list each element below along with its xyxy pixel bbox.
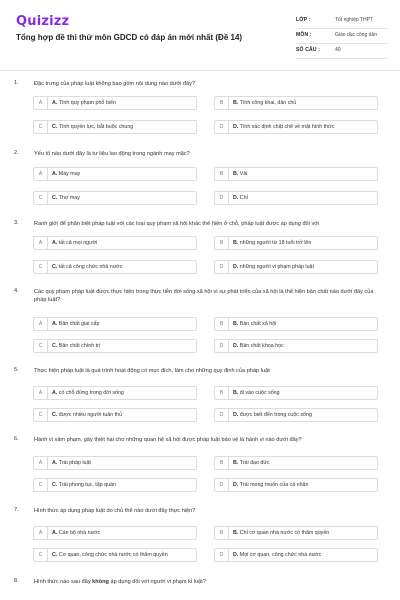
option-b[interactable] [214,96,378,110]
option-b[interactable] [214,317,378,331]
option-text: B. Vải [233,171,248,177]
option-letter: C [34,549,48,561]
option-text: A. Tính quy phạm phổ biến [52,100,116,106]
meta-key: MÔN : [296,32,312,38]
option-b[interactable] [214,386,378,400]
option-letter: C [34,409,48,421]
option-letter: B [215,318,229,330]
option-b[interactable] [214,526,378,540]
option-text: B. Bản chất xã hội [233,321,277,327]
page-title: Tổng hợp đề thi thử môn GDCD có đáp án mới nhất (Đề 14) [16,33,243,42]
option-letter: B [215,387,229,399]
option-c[interactable] [33,548,197,562]
option-b[interactable] [214,456,378,470]
question-text: Đặc trưng của pháp luật không bao gồm nội dung nào dưới đây? [34,81,196,87]
option-text: D. Bản chất khoa học [233,343,284,349]
option-letter: C [34,340,48,352]
option-letter: A [34,168,48,180]
option-c[interactable] [33,260,197,274]
option-letter: C [34,192,48,204]
question-number: 6. [14,436,19,442]
option-c[interactable] [33,339,197,353]
question-number: 5. [14,367,19,373]
option-text: D. Trái mong muốn của cá nhân [233,482,309,488]
option-text: D. Chỉ [233,195,248,201]
option-letter: A [34,527,48,539]
option-letter: D [215,479,229,491]
quizizz-logo: Quizizz [16,14,70,29]
option-d[interactable] [214,260,378,274]
option-letter: A [34,237,48,249]
option-text: B. Trái đạo đức [233,460,270,466]
question-text: Các quy phạm pháp luật được thực hiện trong thực tiễn đời sống xã hội vì sự phát triển của xã hội là thể hiện bản chất nào dưới đây của pháp luật? [34,289,374,303]
option-text: C. Bản chất chính trị [52,343,101,349]
option-a[interactable] [33,317,197,331]
option-text: D. Mọi cơ quan, công chức nhà nước [233,552,322,558]
option-a[interactable] [33,386,197,400]
question-text: Yếu tố nào dưới đây là tư liệu lao động trong ngành may mặc? [34,151,190,157]
question-text: Hành vi xâm phạm, gây thiệt hại cho những quan hệ xã hội được pháp luật bảo vệ là hành vi nào dưới đây? [34,437,302,443]
option-letter: A [34,457,48,469]
meta-row-count [296,44,388,59]
option-d[interactable] [214,191,378,205]
option-text: A. Trái pháp luật [52,460,91,466]
meta-table [296,14,388,59]
option-letter: B [215,527,229,539]
question-text: Hình thức nào sau đây không áp dụng đối với người vi phạm kỉ luật? [34,579,206,585]
question-number: 2. [14,150,19,156]
option-letter: A [34,387,48,399]
option-text: B. Tính công khai, dân chủ [233,100,297,106]
option-letter: B [215,168,229,180]
option-letter: D [215,409,229,421]
question-number: 1. [14,80,19,86]
meta-value: Tốt nghiệp THPT [335,17,373,23]
option-b[interactable] [214,167,378,181]
document-header [0,0,400,68]
option-a[interactable] [33,456,197,470]
option-letter: B [215,457,229,469]
option-text: B. Chỉ cơ quan nhà nước có thẩm quyền [233,530,330,536]
option-text: A. Cán bộ nhà nước [52,530,101,536]
header-divider [0,70,400,71]
meta-key: SỐ CÂU : [296,47,321,53]
option-letter: B [215,237,229,249]
question-number: 7. [14,507,19,513]
option-letter: D [215,121,229,133]
option-text: C. được nhiều người tuân thủ [52,412,123,418]
option-text: A. tất cả mọi người [52,240,98,246]
option-text: D. được biết đến trong cuộc sống [233,412,312,418]
option-text: C. Thợ may [52,195,80,201]
option-letter: C [34,261,48,273]
option-letter: B [215,97,229,109]
option-c[interactable] [33,408,197,422]
option-text: A. Bản chất giai cấp [52,321,100,327]
option-a[interactable] [33,167,197,181]
question-text: Ranh giới để phân biệt pháp luật với các loại quy phạm xã hội khác thể hiện ở chỗ, pháp luật được áp dụng đối với [34,221,320,227]
meta-row-grade [296,14,388,29]
option-letter: D [215,192,229,204]
question-text: Hình thức áp dụng pháp luật do chủ thể nào dưới đây thực hiện? [34,508,196,514]
option-letter: A [34,97,48,109]
option-c[interactable] [33,191,197,205]
question-number: 8. [14,578,19,584]
option-b[interactable] [214,236,378,250]
option-d[interactable] [214,478,378,492]
option-c[interactable] [33,120,197,134]
option-a[interactable] [33,526,197,540]
option-text: A. có chỗ đứng trong đời sống [52,390,124,396]
option-letter: D [215,340,229,352]
meta-key: LỚP : [296,17,311,23]
option-d[interactable] [214,408,378,422]
meta-row-subject [296,29,388,44]
option-text: B. những người từ 18 tuổi trở lên [233,240,312,246]
option-letter: A [34,318,48,330]
option-letter: C [34,121,48,133]
meta-value: 40 [335,47,341,53]
option-letter: D [215,261,229,273]
option-letter: C [34,479,48,491]
option-a[interactable] [33,236,197,250]
option-text: C. tất cả công chức nhà nước [52,264,123,270]
option-a[interactable] [33,96,197,110]
option-text: A. Máy may [52,171,81,177]
option-text: C. Tính quyền lực, bắt buộc chung [52,124,134,130]
meta-value: Giáo dục công dân [335,32,377,38]
option-d[interactable] [214,339,378,353]
option-d[interactable] [214,548,378,562]
option-letter: D [215,549,229,561]
option-text: D. những người vi phạm pháp luật [233,264,314,270]
option-text: B. đi vào cuộc sống [233,390,280,396]
option-c[interactable] [33,478,197,492]
question-number: 4. [14,288,19,294]
question-number: 3. [14,220,19,226]
option-d[interactable] [214,120,378,134]
option-text: C. Cơ quan, công chức nhà nước có thẩm quyền [52,552,168,558]
option-text: D. Tính xác định chặt chẽ về mặt hình thức [233,124,335,130]
question-text: Thực hiện pháp luật là quá trình hoạt động có mục đích, làm cho những quy định của pháp luật [34,368,270,374]
option-text: C. Trái phong tục, tập quán [52,482,116,488]
